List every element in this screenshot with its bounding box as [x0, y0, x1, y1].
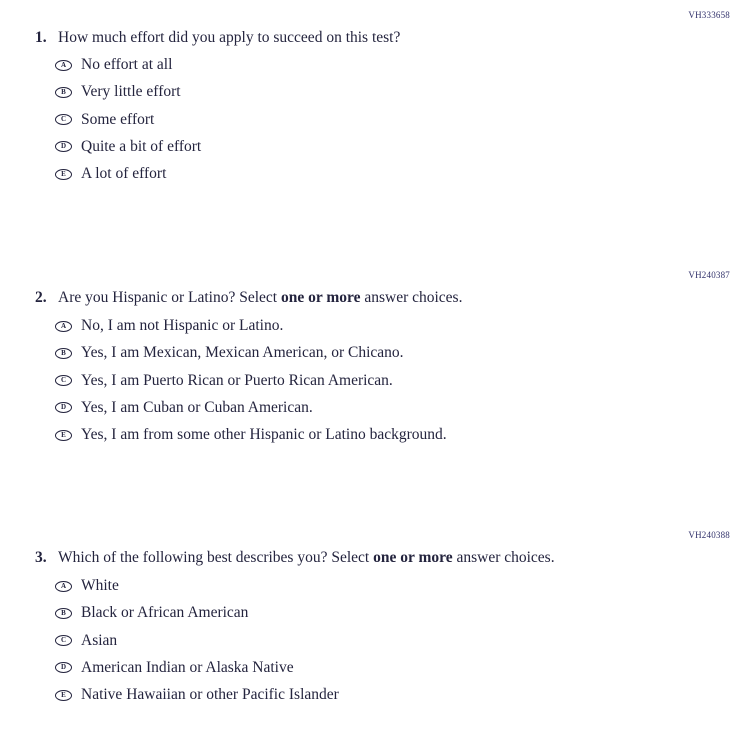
- answer-label: No effort at all: [81, 56, 173, 73]
- answer-option[interactable]: [55, 660, 739, 676]
- answer-label: American Indian or Alaska Native: [81, 658, 294, 676]
- answer-label: Very little effort: [81, 83, 181, 101]
- answer-bubble-d[interactable]: [55, 402, 72, 413]
- answer-options: [0, 318, 739, 443]
- answer-bubble-e[interactable]: [55, 430, 72, 441]
- prompt-post: answer choices.: [360, 289, 463, 306]
- bubble-letter: D: [60, 403, 67, 412]
- answer-options: [0, 578, 739, 703]
- answer-label: Some effort: [81, 110, 155, 128]
- answer-option[interactable]: [55, 373, 739, 389]
- answer-option[interactable]: [55, 687, 739, 703]
- answer-bubble-e[interactable]: [55, 690, 72, 701]
- bubble-letter: B: [61, 608, 66, 617]
- question-block-2: [0, 270, 739, 454]
- item-code: VH240387: [688, 270, 730, 280]
- answer-option[interactable]: [55, 427, 739, 443]
- prompt-bold: one or more: [373, 549, 453, 566]
- prompt-bold: one or more: [280, 289, 361, 306]
- answer-options: [0, 57, 739, 182]
- answer-bubble-a[interactable]: [55, 60, 72, 71]
- answer-label: Asian: [81, 631, 118, 649]
- answer-bubble-a[interactable]: [55, 321, 72, 332]
- answer-bubble-c[interactable]: [55, 114, 72, 125]
- answer-bubble-d[interactable]: [55, 662, 72, 673]
- answer-bubble-b[interactable]: [55, 87, 72, 98]
- answer-option[interactable]: [55, 578, 739, 594]
- answer-label: Yes, I am Puerto Rican or Puerto Rican American.: [81, 371, 393, 389]
- prompt-pre: Are you Hispanic or Latino? Select: [58, 289, 281, 306]
- answer-option[interactable]: [55, 633, 739, 649]
- answer-label: Black or African American: [81, 604, 249, 622]
- question-number: 3.: [35, 549, 47, 566]
- answer-bubble-b[interactable]: [55, 608, 72, 619]
- bubble-letter: E: [61, 430, 66, 439]
- answer-label: Native Hawaiian or other Pacific Islander: [81, 686, 339, 704]
- answer-option[interactable]: [55, 84, 739, 100]
- answer-option[interactable]: [55, 345, 739, 361]
- bubble-letter: D: [60, 142, 67, 151]
- answer-label: White: [81, 577, 119, 594]
- prompt-post: answer choices.: [452, 549, 555, 566]
- answer-option[interactable]: [55, 318, 739, 334]
- prompt-pre: Which of the following best describes you? Select: [58, 549, 374, 566]
- answer-bubble-a[interactable]: [55, 581, 72, 592]
- question-prompt: [58, 28, 400, 47]
- bubble-letter: A: [60, 581, 67, 590]
- item-code: VH240388: [688, 530, 730, 540]
- question-prompt: [58, 548, 555, 567]
- question-number: 2.: [35, 289, 47, 306]
- bubble-letter: A: [60, 60, 67, 69]
- answer-bubble-d[interactable]: [55, 141, 72, 152]
- answer-label: Yes, I am from some other Hispanic or Latino background.: [81, 426, 447, 444]
- bubble-letter: A: [60, 321, 67, 330]
- prompt-pre: How much effort did you apply to succeed on this test?: [58, 29, 401, 46]
- answer-label: Yes, I am Cuban or Cuban American.: [81, 398, 313, 416]
- answer-option[interactable]: [55, 112, 739, 128]
- question-block-3: [0, 530, 739, 714]
- question-number: 1.: [35, 29, 47, 46]
- answer-option[interactable]: [55, 400, 739, 416]
- bubble-letter: B: [61, 348, 66, 357]
- answer-option[interactable]: [55, 605, 739, 621]
- answer-bubble-c[interactable]: [55, 635, 72, 646]
- bubble-letter: E: [61, 690, 66, 699]
- bubble-letter: B: [61, 87, 66, 96]
- question-block-1: [0, 10, 739, 193]
- answer-label: Yes, I am Mexican, Mexican American, or Chicano.: [81, 344, 404, 362]
- answer-label: No, I am not Hispanic or Latino.: [81, 317, 284, 334]
- answer-option[interactable]: [55, 139, 739, 155]
- item-code: VH333658: [688, 10, 730, 20]
- bubble-letter: C: [60, 115, 67, 124]
- bubble-letter: C: [60, 376, 67, 385]
- bubble-letter: D: [60, 663, 67, 672]
- answer-label: Quite a bit of effort: [81, 137, 202, 155]
- bubble-letter: E: [61, 169, 66, 178]
- answer-bubble-e[interactable]: [55, 169, 72, 180]
- answer-option[interactable]: [55, 166, 739, 182]
- answer-bubble-b[interactable]: [55, 348, 72, 359]
- question-prompt: [58, 288, 462, 307]
- answer-bubble-c[interactable]: [55, 375, 72, 386]
- answer-label: A lot of effort: [81, 165, 167, 183]
- answer-option[interactable]: [55, 57, 739, 73]
- bubble-letter: C: [60, 636, 67, 645]
